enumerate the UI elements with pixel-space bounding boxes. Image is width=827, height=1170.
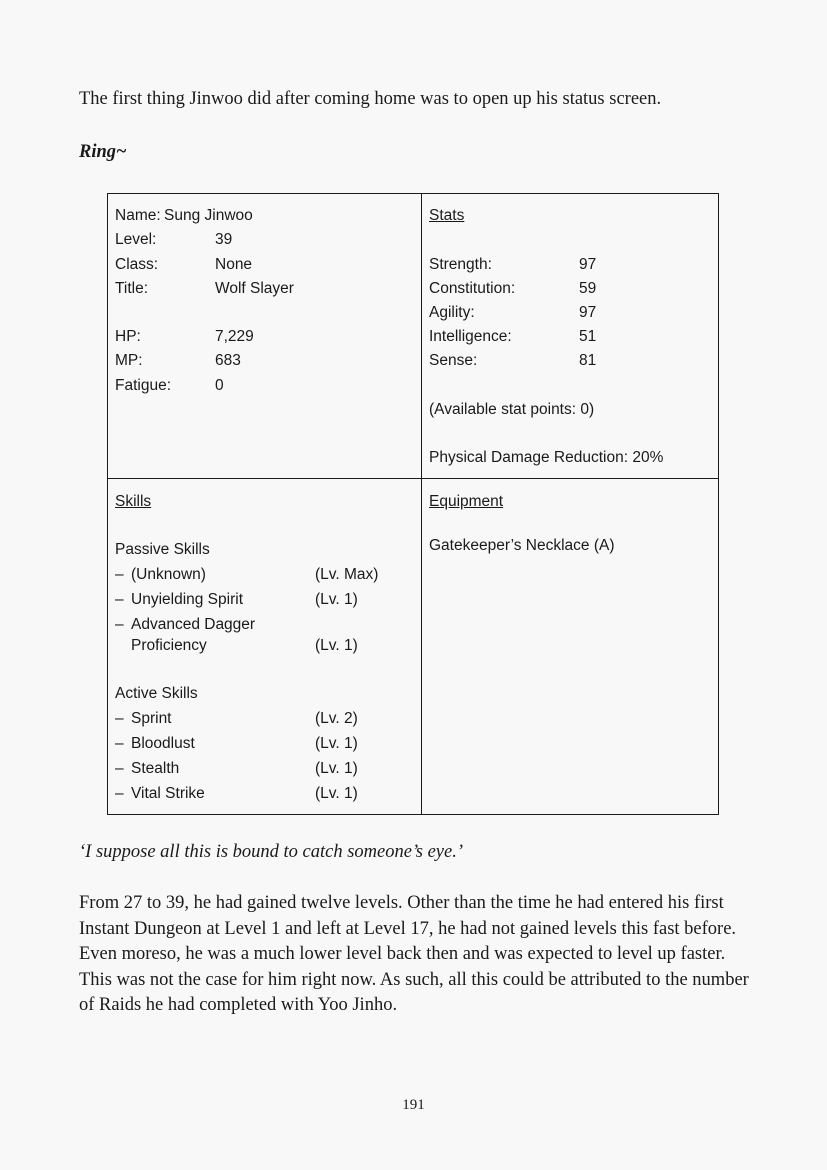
name-label: Name: bbox=[115, 207, 161, 224]
passive-skills-heading: Passive Skills bbox=[115, 541, 210, 558]
intro-paragraph: The first thing Jinwoo did after coming home was to open up his status screen. bbox=[79, 89, 662, 109]
sound-effect: Ring~ bbox=[79, 142, 127, 162]
skill-name: (Unknown) bbox=[131, 566, 206, 583]
stat-value: 51 bbox=[579, 328, 597, 345]
skill-level: (Lv. 1) bbox=[315, 785, 358, 802]
hp-label: HP: bbox=[115, 328, 141, 345]
skill-level: (Lv. 1) bbox=[315, 591, 358, 608]
skill-level: (Lv. 1) bbox=[315, 637, 358, 654]
active-skills-heading: Active Skills bbox=[115, 685, 198, 702]
equipment-item: Gatekeeper’s Necklace (A) bbox=[429, 537, 615, 554]
skill-dash: – bbox=[115, 735, 124, 752]
stats-heading: Stats bbox=[429, 207, 465, 224]
skill-dash: – bbox=[115, 710, 124, 727]
skill-level: (Lv. 1) bbox=[315, 735, 358, 752]
mp-label: MP: bbox=[115, 352, 143, 369]
skill-name: Sprint bbox=[131, 710, 172, 727]
body-paragraph: From 27 to 39, he had gained twelve levels. Other than the time he had entered his first Instant Dungeon at Level 1 and left at Level 17, he had not gained levels this fast before. Even moreso, he was a much lower level back then and was expected to level up faster. This was not the case for him right now. As such, all this could be attributed to the number of Raids he had completed with Yoo Jinho. bbox=[79, 893, 749, 1015]
skills-heading: Skills bbox=[115, 493, 152, 510]
title-label: Title: bbox=[115, 280, 149, 297]
inner-thought: ‘I suppose all this is bound to catch someone’s eye.’ bbox=[79, 842, 463, 862]
available-stat-points: (Available stat points: 0) bbox=[429, 401, 595, 418]
stat-value: 97 bbox=[579, 256, 597, 273]
page-number: 191 bbox=[402, 1097, 425, 1113]
skill-name: Vital Strike bbox=[131, 785, 205, 802]
stat-label: Constitution: bbox=[429, 280, 516, 297]
level-label: Level: bbox=[115, 231, 157, 248]
skill-level: (Lv. 1) bbox=[315, 760, 358, 777]
status-window-table bbox=[107, 193, 719, 815]
fatigue-value: 0 bbox=[215, 377, 224, 394]
equipment-heading: Equipment bbox=[429, 493, 504, 510]
stat-label: Sense: bbox=[429, 352, 478, 369]
mp-value: 683 bbox=[215, 352, 241, 369]
stat-value: 59 bbox=[579, 280, 597, 297]
name-value: Sung Jinwoo bbox=[164, 207, 253, 224]
stat-value: 97 bbox=[579, 304, 597, 321]
class-label: Class: bbox=[115, 256, 159, 273]
fatigue-label: Fatigue: bbox=[115, 377, 172, 394]
class-value: None bbox=[215, 256, 253, 273]
stat-label: Intelligence: bbox=[429, 328, 512, 345]
hp-value: 7,229 bbox=[215, 328, 254, 345]
skill-dash: – bbox=[115, 760, 124, 777]
skill-dash: – bbox=[115, 566, 124, 583]
skill-name: Unyielding Spirit bbox=[131, 591, 243, 608]
skill-name-continued: Proficiency bbox=[131, 637, 207, 654]
skill-level: (Lv. Max) bbox=[315, 566, 379, 583]
skill-dash: – bbox=[115, 591, 124, 608]
row-divider bbox=[108, 478, 718, 479]
stat-value: 81 bbox=[579, 352, 597, 369]
column-divider bbox=[421, 194, 422, 814]
skill-dash: – bbox=[115, 785, 124, 802]
skill-dash: – bbox=[115, 616, 124, 633]
skill-level: (Lv. 2) bbox=[315, 710, 358, 727]
skill-name: Bloodlust bbox=[131, 735, 195, 752]
stat-label: Agility: bbox=[429, 304, 475, 321]
stat-label: Strength: bbox=[429, 256, 492, 273]
level-value: 39 bbox=[215, 231, 233, 248]
skill-name: Advanced Dagger bbox=[131, 616, 256, 633]
damage-reduction: Physical Damage Reduction: 20% bbox=[429, 449, 664, 466]
skill-name: Stealth bbox=[131, 760, 180, 777]
title-value: Wolf Slayer bbox=[215, 280, 294, 297]
